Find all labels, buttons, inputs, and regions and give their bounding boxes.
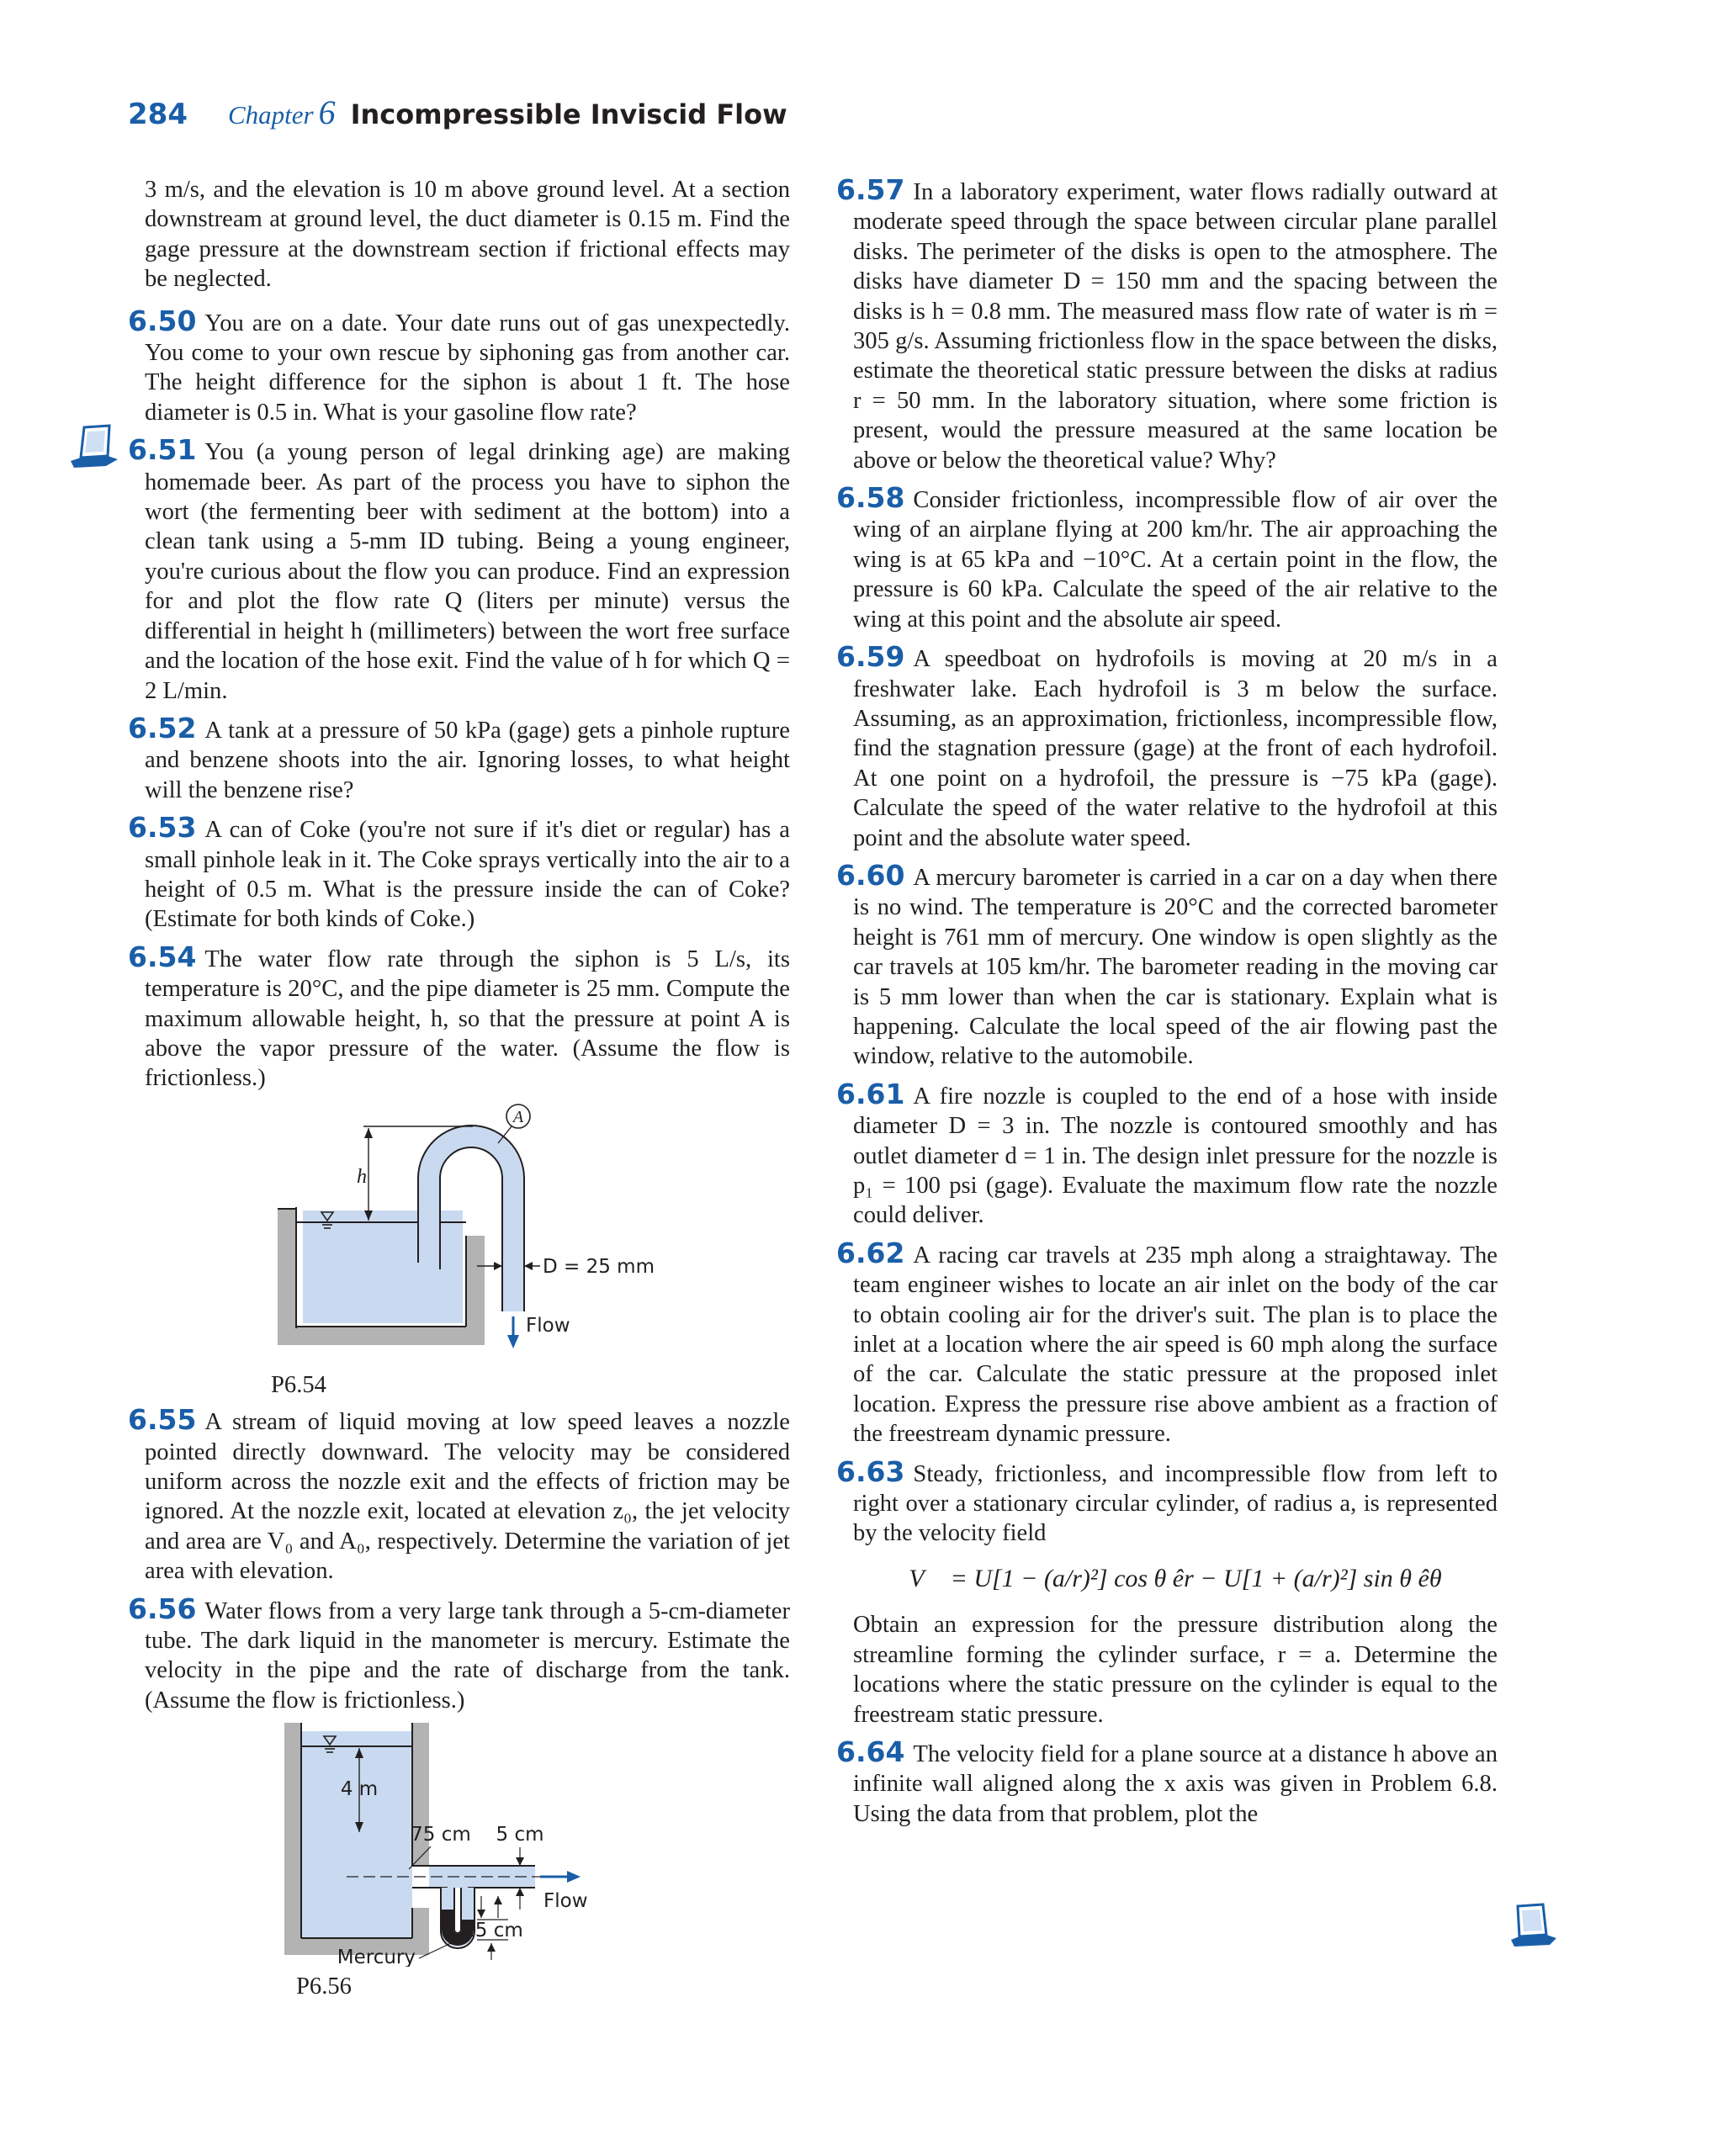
problem-6-60 (836, 858, 1498, 1072)
problem-text: A stream of liquid moving at low speed leaves a nozzle pointed directly downward. The velocity may be considered uniform across the nozzle exit and the effects of friction may be ignored. At the nozzle exit, located at elevation z₀, the jet velocity and area are V₀ and A₀, respectively. Determine the variation of jet area with elevation. (145, 1409, 790, 1585)
problem-6-61 (836, 1077, 1498, 1231)
problem-text: A mercury barometer is carried in a car on a day when there is no wind. The temperature is 20°C and the corrected barometer height is 761 mm of mercury. One window is open slightly as the car travels at 105 km/hr. The barometer reading in the moving car is 5 mm lower than when the car is stationary. Explain what is happening. Calculate the local speed of the air flowing past the window, relative to the automobile. (853, 864, 1498, 1070)
flow-label: Flow (543, 1890, 588, 1913)
problem-6-58 (836, 481, 1498, 634)
running-head (128, 93, 787, 143)
problem-6-50 (128, 304, 790, 428)
figure-p6-54 (145, 1101, 790, 1400)
problem-text: You (a young person of legal drinking age) are making homemade beer. As part of the process you have to siphon the wort (the fermenting beer with sediment at the bottom) into a clean tank using a 5-mm ID tubing. Being a young engineer, you're curious about the flow you can produce. Find an expression for and plot the flow rate Q (liters per minute) versus the differential in height h (millimeters) between the wort free surface and the location of the hose exit. Find the value of h for which Q = 2 L/min. (145, 439, 790, 704)
problem-number: 6.52 (128, 711, 197, 744)
chapter-word: Chapter (227, 100, 314, 130)
flow-label: Flow (526, 1314, 570, 1337)
problem-text: You are on a date. Your date runs out of gas unexpectedly. You come to your own rescue by siphoning gas from another car. The height difference for the siphon is about 1 ft. The hose diameter is 0.5 in. What is your gasoline flow rate? (145, 310, 790, 426)
chapter-number: 6 (318, 93, 336, 131)
problem-text: Consider frictionless, incompressible flow of air over the wing of an airplane flying at 200 km/hr. The air approaching the wing is at 65 kPa and −10°C. At a certain point in the flow, the pressure is 60 kPa. Calculate the speed of the air relative to the wing at this point and the absolute air speed. (853, 487, 1498, 633)
siphon-diagram (145, 1101, 790, 1362)
tank-manometer-diagram (145, 1723, 790, 1967)
continued-text: 3 m/s, and the elevation is 10 m above ground level. At a section downstream at ground level, the duct diameter is 0.15 m. Find the gage pressure at the downstream section if frictional effects may be neglected. (145, 177, 790, 293)
problem-number: 6.56 (128, 1592, 197, 1625)
problem-number: 6.54 (128, 940, 197, 973)
mercury-label: Mercury (337, 1947, 416, 1968)
problem-text: The velocity field for a plane source at a distance h above an infinite wall aligned along the x axis was given in Problem 6.8. Using the data from that problem, plot the (853, 1740, 1498, 1827)
point-a-label: A (512, 1107, 524, 1126)
problem-6-63-continued: Obtain an expression for the pressure distribution along the streamline forming the cylinder surface, r = a. Determine the locations where the static pressure on the cylinder is equal to the freestream static pressure. (853, 1612, 1498, 1728)
problem-6-63 (836, 1454, 1498, 1549)
problem-text: A speedboat on hydrofoils is moving at 20 m/s in a freshwater lake. Each hydrofoil is 3 m below the surface. Assuming, as an approximation, frictionless, incompressible flow, find the stagnation pressure (gage) at the front of each hydrofoil. At one point on a hydrofoil, the pressure is −75 kPa (gage). Calculate the speed of the water relative to the hydrofoil at this point and the absolute water speed. (853, 646, 1498, 851)
figure-caption: P6.54 (271, 1371, 326, 1398)
problem-6-57 (836, 173, 1498, 475)
laptop-icon (1508, 1903, 1558, 1950)
problem-text: A can of Coke (you're not sure if it's diet or regular) has a small pinhole leak in it. The Coke sprays vertically into the air to a height of 0.5 m. What is the pressure inside the can of Coke? (Estimate for both kinds of Coke.) (145, 817, 790, 933)
problem-6-55 (128, 1403, 790, 1586)
pipe-diameter-label: 5 cm (496, 1824, 544, 1846)
problem-number: 6.57 (836, 173, 905, 206)
distance-label: 75 cm (411, 1824, 471, 1846)
problem-text: The water flow rate through the siphon is 5 L/s, its temperature is 20°C, and the pipe diameter is 25 mm. Compute the maximum allowable height, h, so that the pressure at point A is above the vapor pressure of the water. (Assume the flow is frictionless.) (145, 946, 790, 1092)
depth-label: 4 m (340, 1778, 379, 1801)
problem-number: 6.61 (836, 1077, 905, 1110)
problem-6-62 (836, 1236, 1498, 1449)
problem-6-54 (128, 940, 790, 1094)
problem-number: 6.59 (836, 640, 905, 674)
problem-6-64 (836, 1735, 1498, 1829)
problem-text: Steady, frictionless, and incompressible flow from left to right over a stationary circular cylinder, of radius a, is represented by the velocity field (853, 1460, 1498, 1547)
problem-6-51 (128, 433, 790, 706)
problem-number: 6.62 (836, 1236, 905, 1269)
figure-caption: P6.56 (296, 1973, 352, 2000)
problem-text: A racing car travels at 235 mph along a straightaway. The team engineer wishes to locate an air inlet on the body of the car to obtain cooling air for the driver's suit. The plan is to place the inlet at a location where the air speed is 60 mph along the surface of the car. Calculate the static pressure at the proposed inlet location. Express the pressure rise above ambient as a fraction of the freestream dynamic pressure. (853, 1242, 1498, 1448)
height-label: h (357, 1165, 367, 1188)
problem-number: 6.63 (836, 1454, 905, 1488)
page-number: 284 (128, 98, 188, 131)
manometer-label: 15 cm (463, 1920, 523, 1942)
tank-water (301, 1731, 412, 1938)
diameter-label: D = 25 mm (543, 1255, 655, 1278)
left-column (128, 175, 790, 2002)
chapter-title: Incompressible Inviscid Flow (350, 98, 787, 130)
problem-6-59 (836, 640, 1498, 853)
problem-6-52 (128, 711, 790, 805)
right-column (836, 173, 1498, 1836)
problem-number: 6.64 (836, 1735, 905, 1768)
problem-text: Water flows from a very large tank through a 5-cm-diameter tube. The dark liquid in the manometer is mercury. Estimate the velocity in the pipe and the rate of discharge from the tank. (Assume the flow is frictionless.) (145, 1597, 790, 1714)
flow-arrow (567, 1871, 581, 1883)
problem-number: 6.51 (128, 433, 197, 467)
figure-p6-56 (145, 1723, 790, 2001)
problem-number: 6.58 (836, 481, 905, 515)
problem-text: A fire nozzle is coupled to the end of a hose with inside diameter D = 3 in. The nozzle is contoured smoothly and has outlet diameter d = 1 in. The design inlet pressure for the nozzle is p₁ = 100 psi (gage). Evaluate the maximum flow rate the nozzle could deliver. (853, 1083, 1498, 1229)
problem-6-56 (128, 1592, 790, 1716)
problem-text: A tank at a pressure of 50 kPa (gage) gets a pinhole rupture and benzene shoots into the air. Ignoring losses, to what height will the benzene rise? (145, 717, 790, 803)
velocity-field-equation: V⃗ = U[1 − (a/r)²] cos θ êr − U[1 + (a/r)²] sin θ êθ (909, 1564, 1442, 1592)
problem-number: 6.50 (128, 304, 197, 337)
laptop-icon (69, 424, 119, 471)
problem-number: 6.55 (128, 1403, 197, 1437)
problem-6-53 (128, 811, 790, 935)
problem-number: 6.60 (836, 858, 905, 892)
problem-text: In a laboratory experiment, water flows radially outward at moderate speed through the space between circular plane parallel disks. The perimeter of the disks is open to the atmosphere. The disks have diameter D = 150 mm and the spacing between the disks is h = 0.8 mm. The measured mass flow rate of water is ṁ = 305 g/s. Assuming frictionless flow in the space between the disks, estimate the theoretical static pressure between the disks at radius r = 50 mm. In the laboratory situation, where some friction is present, would the pressure measured at the same location be above or below the theoretical value? Why? (853, 179, 1498, 474)
flow-arrow (507, 1335, 519, 1348)
problem-number: 6.53 (128, 811, 197, 845)
